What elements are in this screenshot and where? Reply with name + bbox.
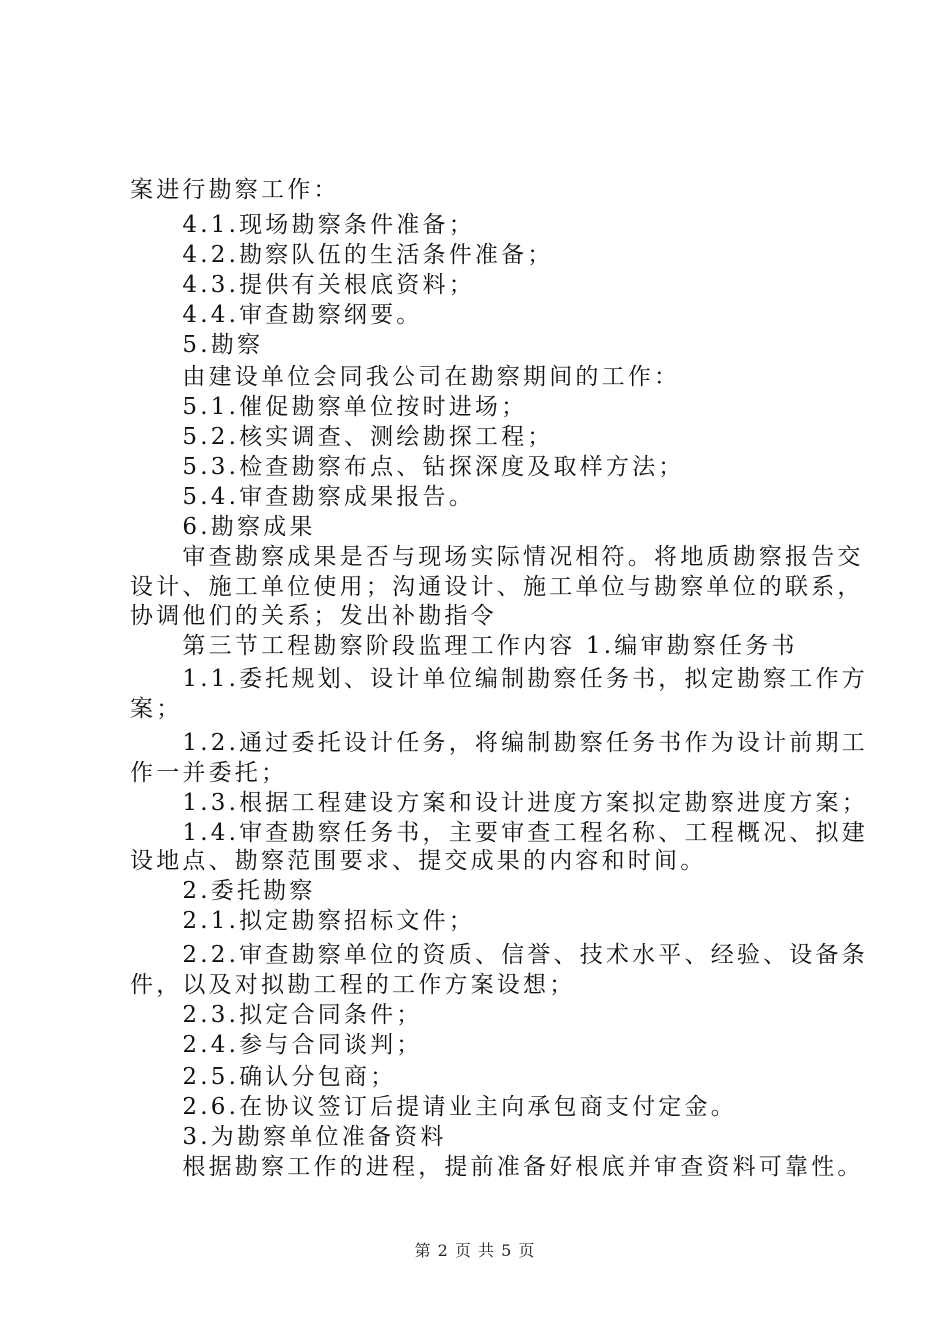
- text-line: 4.2.勘察队伍的生活条件准备；: [130, 242, 554, 268]
- text-line: 3.为勘察单位准备资料: [130, 1124, 447, 1150]
- page-number: 第 2 页 共 5 页: [414, 1241, 536, 1260]
- text-line: 5.3.检查勘察布点、钻探深度及取样方法；: [130, 454, 685, 480]
- text-line: 2.4.参与合同谈判；: [130, 1032, 423, 1058]
- text-line: 5.2.核实调查、测绘勘探工程；: [130, 424, 554, 450]
- text-line: 2.6.在协议签订后提请业主向承包商支付定金。: [130, 1094, 737, 1120]
- text-line: 作一并委托；: [130, 760, 288, 786]
- text-line: 2.5.确认分包商；: [130, 1064, 397, 1090]
- text-line: 1.4.审查勘察任务书，主要审查工程名称、工程概况、拟建: [130, 820, 868, 846]
- text-line: 审查勘察成果是否与现场实际情况相符。将地质勘察报告交: [130, 544, 864, 570]
- text-line: 4.4.审查勘察纲要。: [130, 302, 423, 328]
- text-line: 5.1.催促勘察单位按时进场；: [130, 394, 528, 420]
- text-line: 1.3.根据工程建设方案和设计进度方案拟定勘察进度方案；: [130, 790, 868, 816]
- text-line: 2.2.审查勘察单位的资质、信誉、技术水平、经验、设备条: [130, 942, 868, 968]
- text-line: 案进行勘察工作：: [130, 177, 340, 203]
- text-line: 1.1.委托规划、设计单位编制勘察任务书，拟定勘察工作方: [130, 666, 868, 692]
- text-line: 设地点、勘察范围要求、提交成果的内容和时间。: [130, 848, 707, 874]
- text-line: 件，以及对拟勘工程的工作方案设想；: [130, 972, 576, 998]
- text-line: 1.2.通过委托设计任务，将编制勘察任务书作为设计前期工: [130, 730, 868, 756]
- text-line: 2.委托勘察: [130, 878, 316, 904]
- text-line: 5.勘察: [130, 332, 264, 358]
- section-heading: 第三节工程勘察阶段监理工作内容 1.编审勘察任务书: [130, 633, 798, 659]
- text-line: 协调他们的关系；发出补勘指令: [130, 603, 497, 629]
- text-line: 案；: [130, 696, 183, 722]
- text-line: 6.勘察成果: [130, 514, 316, 540]
- text-line: 2.1.拟定勘察招标文件；: [130, 908, 475, 934]
- text-line: 4.1.现场勘察条件准备；: [130, 212, 475, 238]
- text-line: 4.3.提供有关根底资料；: [130, 272, 475, 298]
- text-line: 2.3.拟定合同条件；: [130, 1002, 423, 1028]
- text-line: 设计、施工单位使用；沟通设计、施工单位与勘察单位的联系，: [130, 574, 864, 600]
- text-line: 根据勘察工作的进程，提前准备好根底并审查资料可靠性。: [130, 1154, 864, 1180]
- text-line: 5.4.审查勘察成果报告。: [130, 484, 475, 510]
- text-line: 由建设单位会同我公司在勘察期间的工作：: [130, 364, 681, 390]
